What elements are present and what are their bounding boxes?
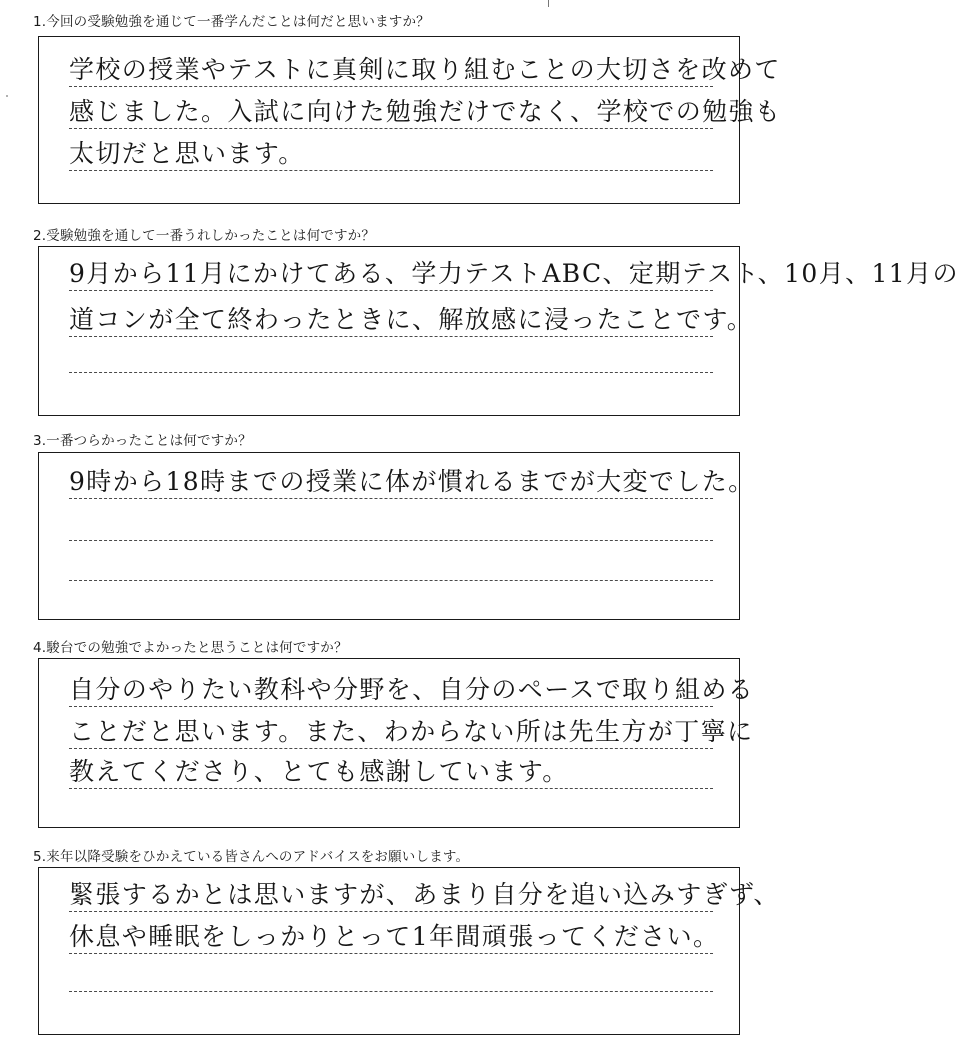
- question-4-label: 4.駿台での勉強でよかったと思うことは何ですか？: [33, 640, 348, 656]
- answer-line: [69, 717, 754, 749]
- answer-text: 道コンが全て終わったときに、解放感に浸ったことです。: [69, 305, 754, 334]
- answer-line: [69, 757, 713, 789]
- question-3-label: 3.一番つらかったことは何ですか？: [33, 433, 252, 449]
- answer-line: [69, 964, 713, 992]
- answer-text: 休息や睡眠をしっかりとって1年間頑張ってください。: [69, 922, 720, 951]
- answer-text: 感じました。入試に向けた勉強だけでなく、学校での勉強も: [69, 97, 782, 126]
- answer-box-5: [38, 867, 780, 1035]
- question-1-label: 1.今回の受験勉強を通じて一番学んだことは何だと思いますか？: [33, 14, 430, 30]
- answer-line: [69, 139, 713, 171]
- answer-line: [69, 675, 755, 707]
- answer-box-1: [38, 36, 782, 204]
- scan-dot: [6, 95, 8, 97]
- answer-text: ことだと思います。また、わからない所は先生方が丁寧に: [69, 717, 754, 746]
- answer-line: [69, 922, 720, 954]
- answer-line: [69, 305, 754, 337]
- scan-mark: [548, 0, 549, 7]
- answer-line: [69, 345, 713, 373]
- answer-line: [69, 513, 713, 541]
- answer-text: 学校の授業やテストに真剣に取り組むことの大切さを改めて: [69, 55, 781, 84]
- answer-line: [69, 553, 713, 581]
- answer-line: [69, 259, 959, 291]
- answer-text: 自分のやりたい教科や分野を、自分のペースで取り組める: [69, 675, 755, 704]
- answer-line: [69, 467, 755, 499]
- answer-text: 緊張するかとは思いますが、あまり自分を追い込みすぎず、: [69, 880, 780, 909]
- answer-box-4: [38, 658, 755, 828]
- answer-text: 教えてくださり、とても感謝しています。: [69, 757, 569, 786]
- answer-text: 9月から11月にかけてある、学力テストABC、定期テスト、10月、11月の: [69, 259, 959, 288]
- answer-text: 太切だと思います。: [69, 139, 305, 168]
- answer-line: [69, 55, 781, 87]
- answer-box-2: [38, 246, 959, 416]
- answer-box-3: [38, 452, 755, 620]
- answer-text: 9時から18時までの授業に体が慣れるまでが大変でした。: [69, 467, 755, 496]
- question-2-label: 2.受験勉強を通して一番うれしかったことは何ですか？: [33, 228, 376, 244]
- answer-line: [69, 880, 780, 912]
- question-5-label: 5.来年以降受験をひかえている皆さんへのアドバイスをお願いします。: [33, 849, 470, 865]
- answer-line: [69, 97, 782, 129]
